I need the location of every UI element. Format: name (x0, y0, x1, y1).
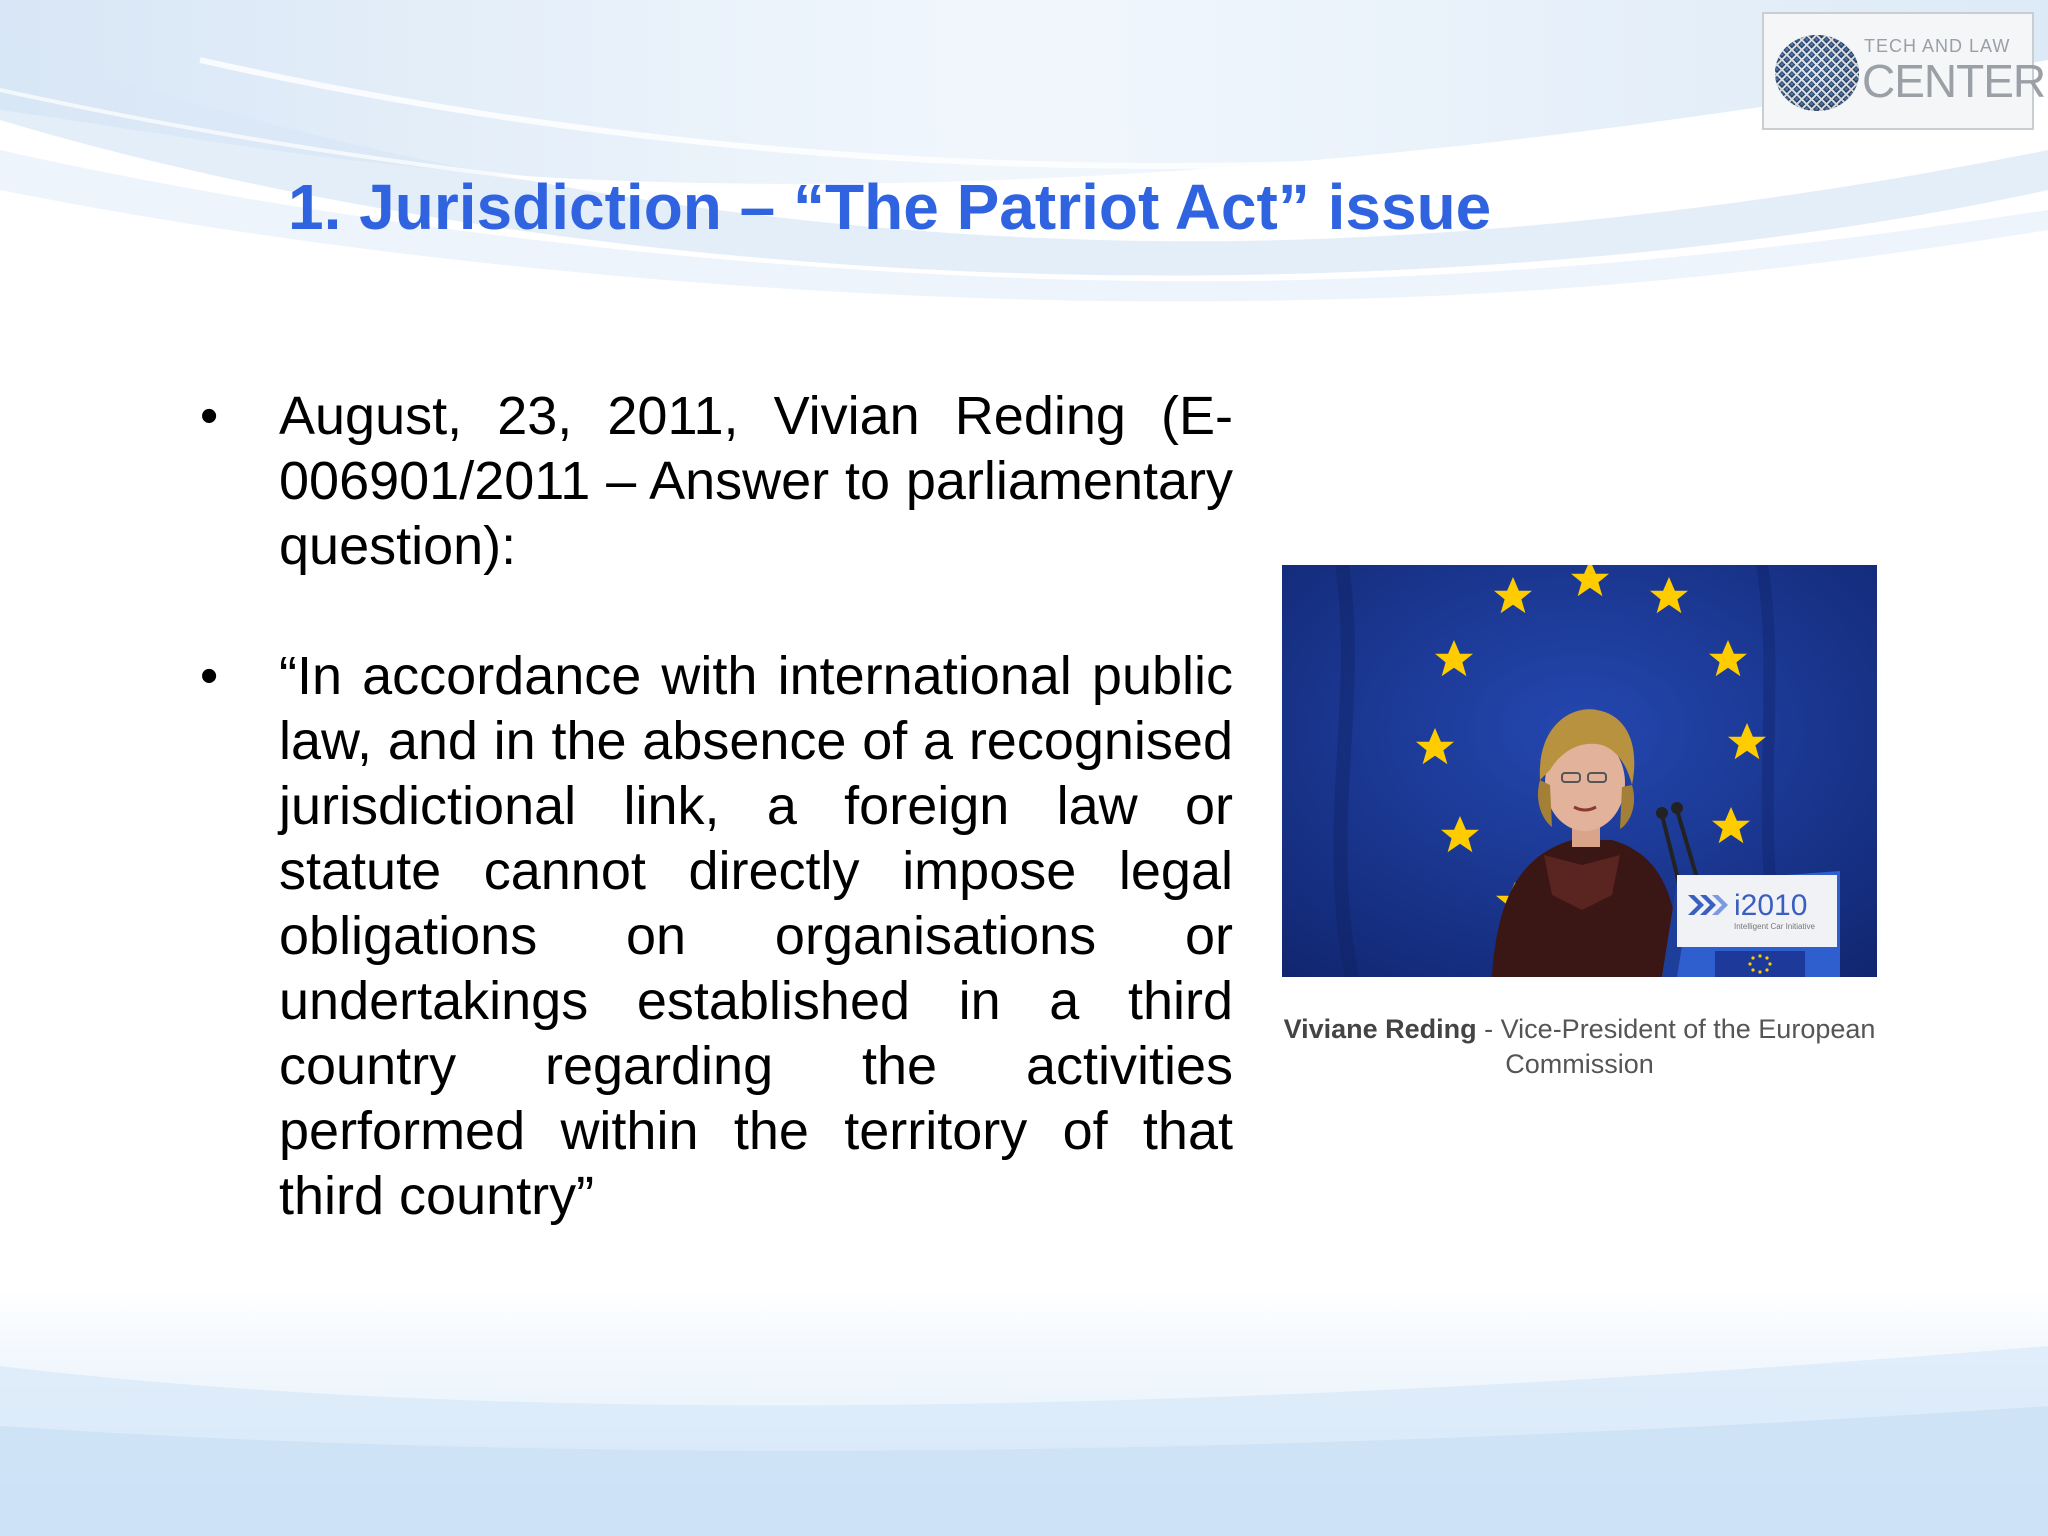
bullet-item (200, 644, 1236, 1229)
logo-text-main: CENTER (1862, 55, 2046, 107)
logo-text-top: TECH AND LAW (1864, 36, 2011, 56)
bullet-text: “In accordance with international public law, and in the absence of a recognised jurisdictional link, a foreign law or statute cannot directly impose legal obligations on organisations or undertakings established in a third country regarding the activities performed within the territory of that third country” (279, 646, 1233, 1226)
caption-separator: - (1476, 1014, 1501, 1044)
bullet-marker: • (200, 387, 219, 445)
background-bottom-glow (0, 1306, 2048, 1536)
caption-name: Viviane Reding (1283, 1014, 1477, 1044)
globe-mesh-icon (1772, 30, 1862, 116)
eu-flag-speaker-image (1282, 565, 1877, 977)
bullet-item (200, 384, 1236, 579)
tech-and-law-center-logo (1762, 12, 2046, 130)
photo-caption (1282, 1012, 1877, 1082)
bullet-marker: • (200, 647, 219, 705)
lectern-label: i2010 (1734, 889, 1808, 922)
bullet-list (200, 384, 1236, 1229)
slide-title: 1. Jurisdiction – “The Patriot Act” issue (288, 171, 1492, 243)
caption-role: Vice-President of the European Commission (1500, 1014, 1876, 1079)
lectern-sublabel: Intelligent Car Initiative (1734, 922, 1815, 931)
bullet-text: August, 23, 2011, Vivian Reding (E-006901/2011 – Answer to parliamentary question): (279, 386, 1233, 576)
speaker-photo (1282, 565, 1877, 977)
